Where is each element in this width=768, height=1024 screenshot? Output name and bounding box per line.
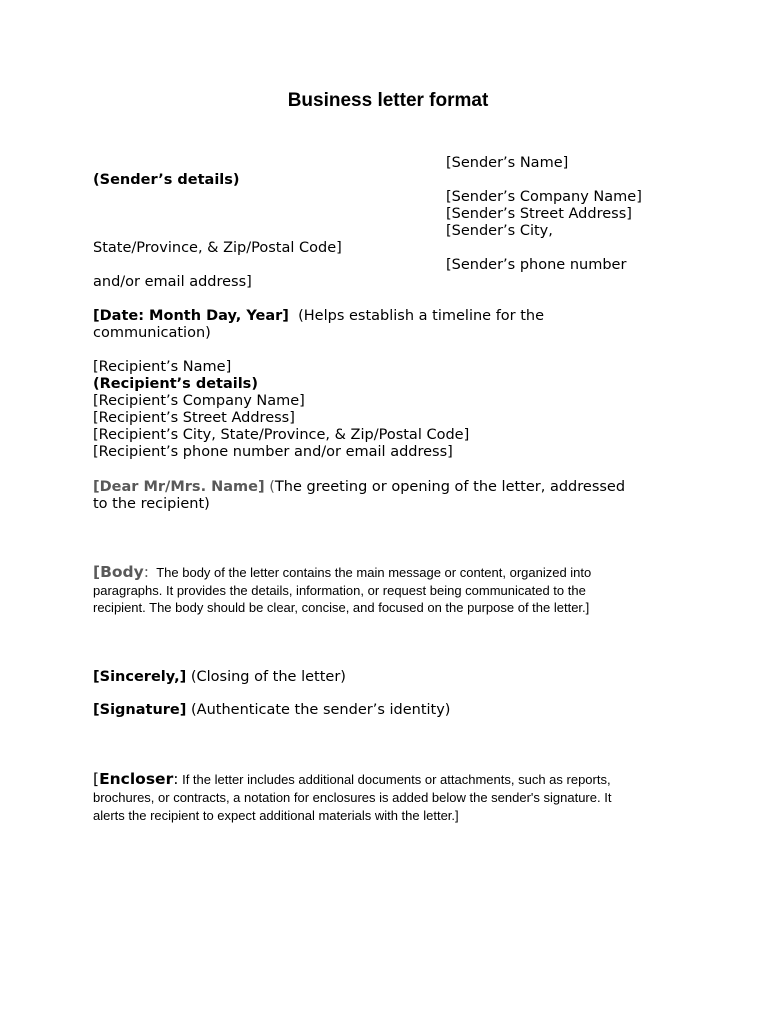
closing-note: (Closing of the letter) [190, 669, 346, 685]
body-label: [Body [93, 563, 144, 581]
enclosure-line-2: brochures, or contracts, a notation for enclosures is added below the sender's signature. It [93, 790, 612, 805]
signature-label: [Signature] [93, 702, 187, 718]
date-label: [Date: Month Day, Year] [93, 308, 289, 324]
sender-company: [Sender’s Company Name] [446, 189, 642, 205]
body-text-1: The body of the letter contains the main message or content, organized into [156, 565, 592, 580]
recipient-street: [Recipient’s Street Address] [93, 410, 295, 426]
sender-email: and/or email address] [93, 274, 252, 290]
sender-details-label: (Sender’s details) [93, 172, 240, 188]
date-note: (Helps establish a timeline for the [298, 308, 545, 324]
signature-note: (Authenticate the sender’s identity) [191, 702, 451, 718]
sender-name: [Sender’s Name] [446, 155, 569, 171]
sender-phone: [Sender’s phone number [446, 257, 627, 273]
page-title: Business letter format [287, 90, 489, 111]
body-colon: : [143, 563, 149, 581]
greeting-note-continued: to the recipient) [93, 496, 210, 512]
closing-label: [Sincerely,] [93, 669, 187, 685]
enclosure-line-1 [93, 771, 611, 788]
enclosure-colon: : [173, 770, 179, 788]
greeting-note: The greeting or opening of the letter, addressed [274, 479, 626, 495]
date-line [93, 308, 544, 325]
enclosure-text-1: If the letter includes additional documents or attachments, such as reports, [182, 772, 611, 787]
closing-line [93, 669, 346, 686]
enclosure-line-3: alerts the recipient to expect additional materials with the letter.] [93, 808, 459, 823]
enclosure-bracket: [ [93, 770, 100, 788]
greeting-open-paren: ( [269, 479, 275, 495]
greeting-label: [Dear Mr/Mrs. Name] [93, 479, 265, 495]
greeting-line [93, 479, 625, 496]
signature-line [93, 702, 450, 719]
body-line-2: paragraphs. It provides the details, information, or request being communicated to the [93, 583, 586, 598]
recipient-company: [Recipient’s Company Name] [93, 393, 305, 409]
enclosure-label: Encloser [99, 770, 174, 788]
recipient-name: [Recipient’s Name] [93, 359, 232, 375]
recipient-city: [Recipient’s City, State/Province, & Zip/Postal Code] [93, 427, 470, 443]
recipient-details-label: (Recipient’s details) [93, 376, 258, 392]
recipient-contact: [Recipient’s phone number and/or email address] [93, 444, 453, 460]
sender-street: [Sender’s Street Address] [446, 206, 632, 222]
date-note-continued: communication) [93, 325, 211, 341]
sender-state-zip: State/Province, & Zip/Postal Code] [93, 240, 342, 256]
sender-city: [Sender’s City, [446, 223, 553, 239]
body-line-1 [93, 564, 591, 581]
body-line-3: recipient. The body should be clear, concise, and focused on the purpose of the letter.] [93, 600, 590, 615]
